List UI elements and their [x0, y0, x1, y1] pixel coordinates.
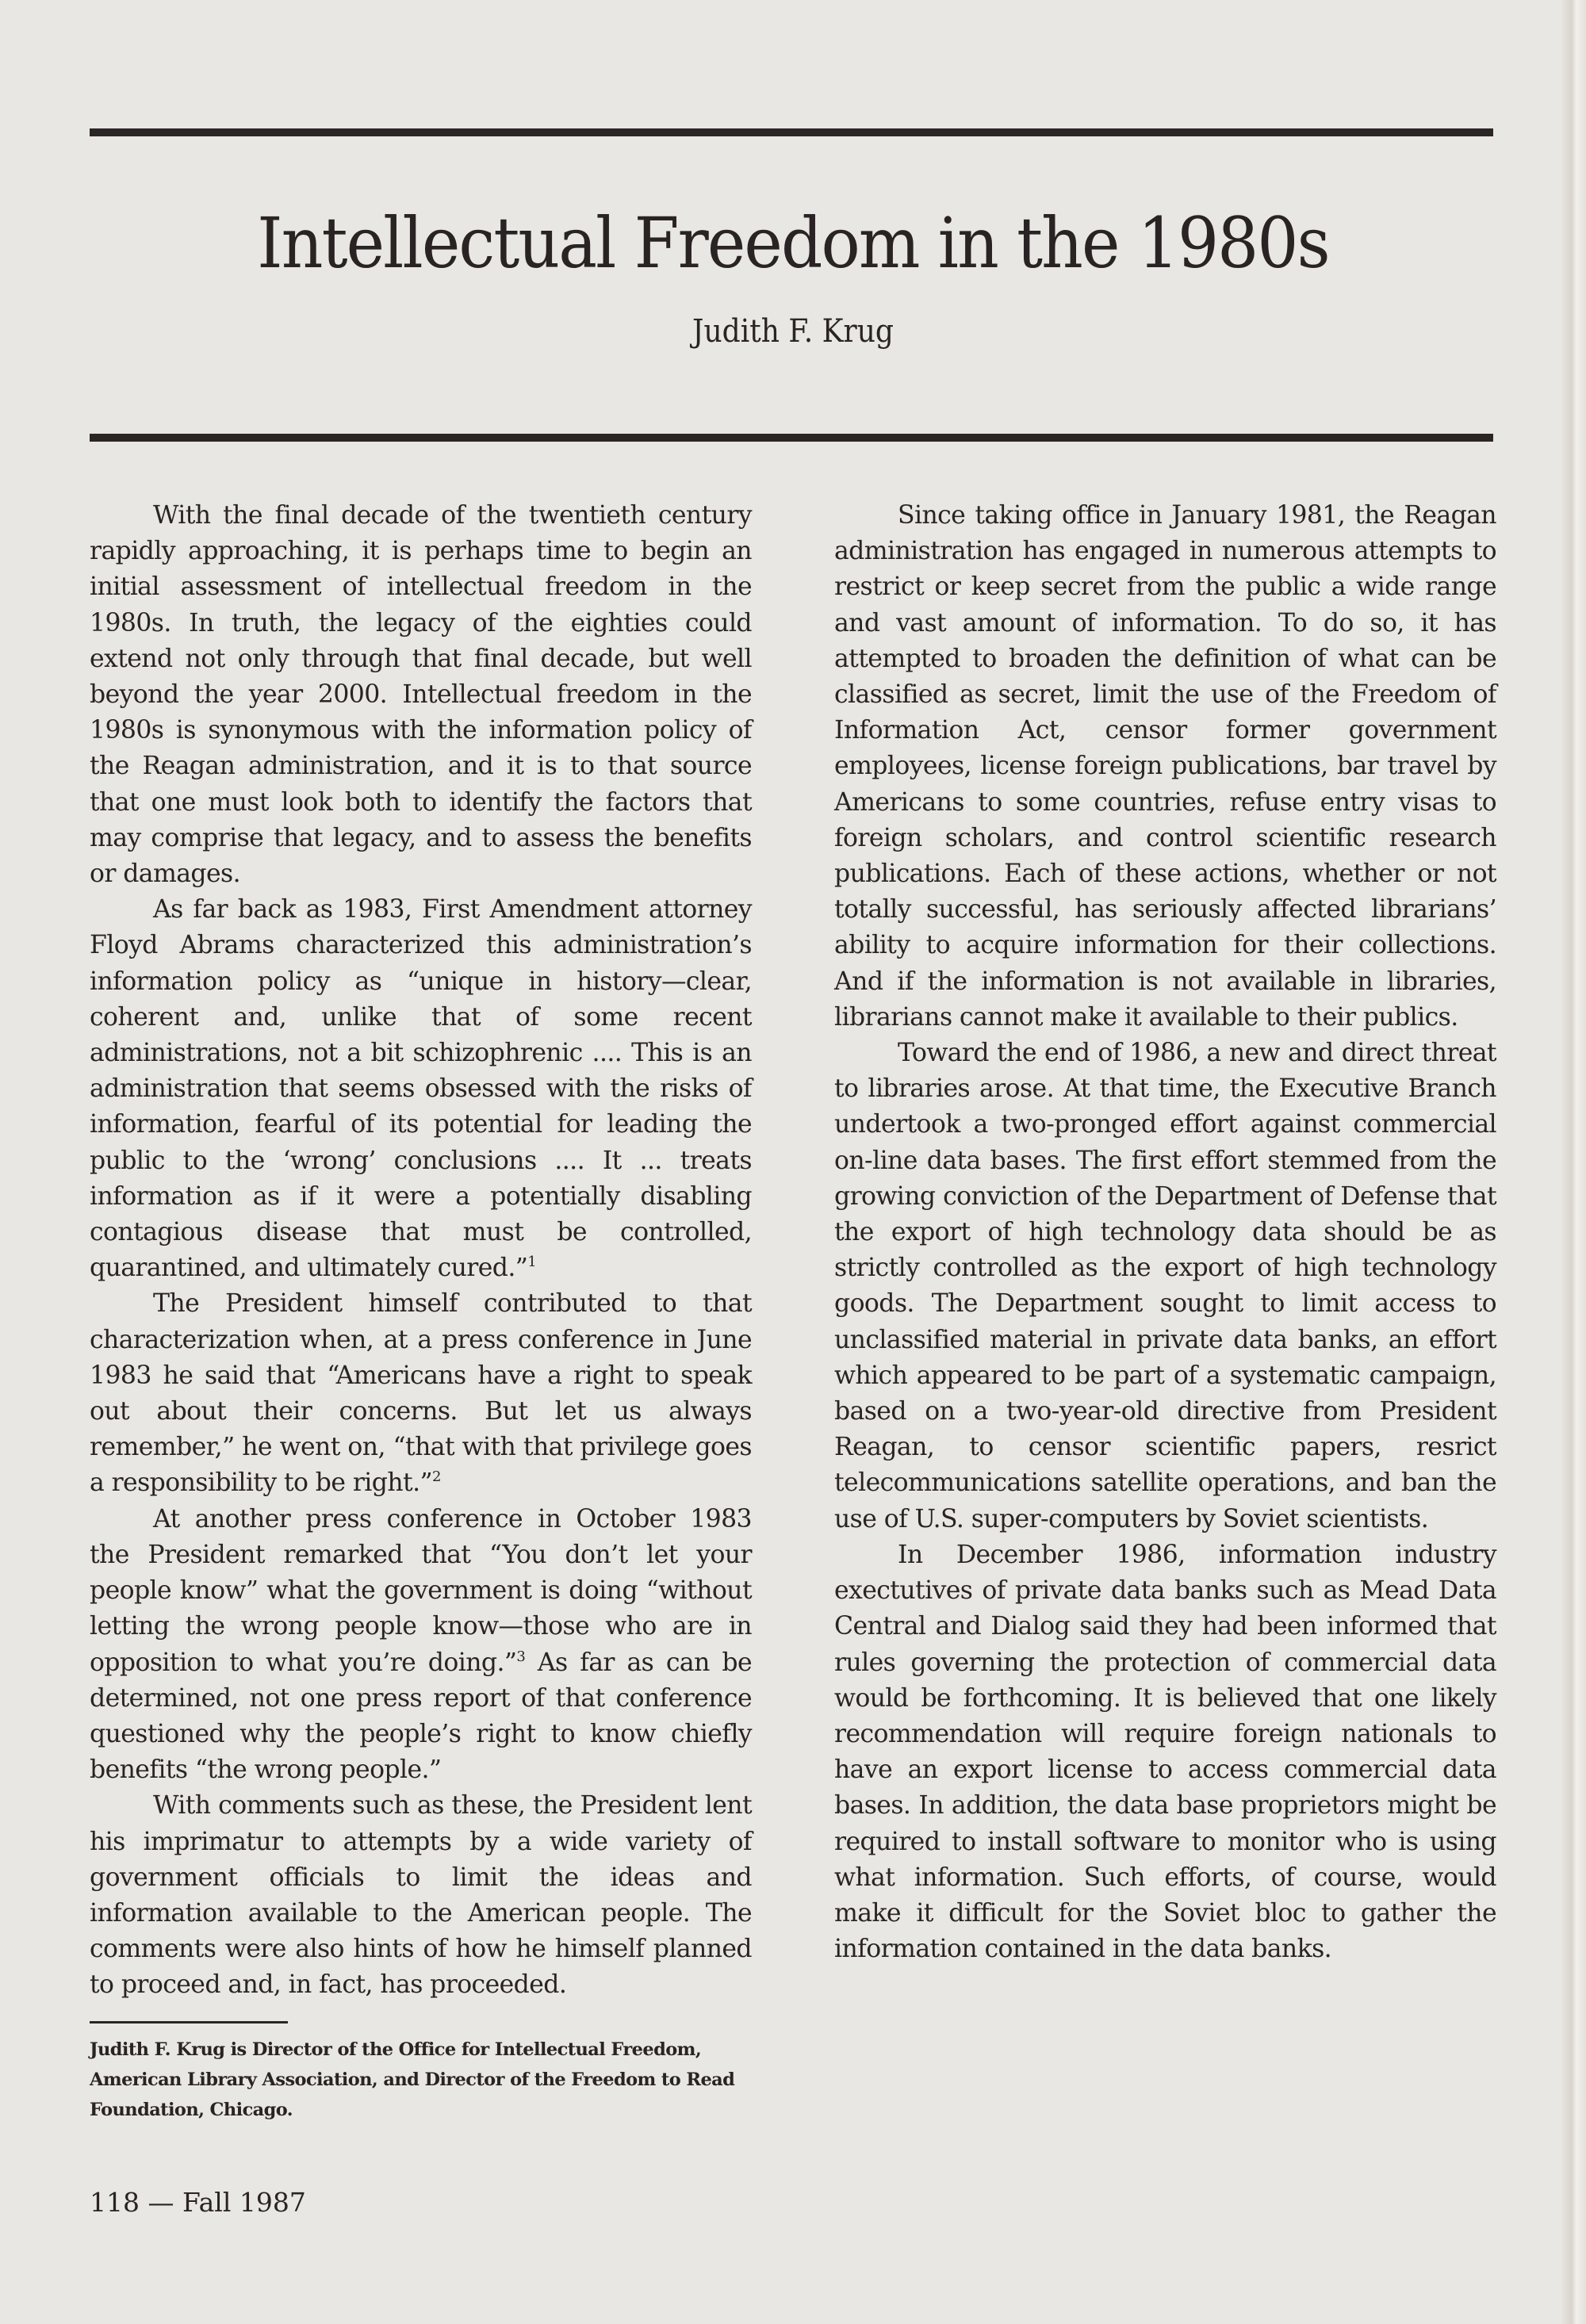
footnote-marker: 2: [431, 1468, 441, 1486]
page-binding-edge: [1562, 0, 1586, 2324]
article-author: Judith F. Krug: [692, 313, 894, 350]
footnote-marker: 1: [527, 1254, 537, 1271]
page-folio: 118 — Fall 1987: [90, 2187, 306, 2218]
right-column: [834, 498, 1496, 1967]
paragraph-text: With the final decade of the twentieth century rapidly approaching, it is perhaps time to begin an initial assessment of intellectual freedom in the 1980s. In truth, the legacy of the eighties could extend not only through that final decade, but well beyond the year 2000. Intellectual freedom in the 1980s is synonymous with the information policy of the Reagan administration, and it is to that source that one must look both to identify the factors that may comprise that legacy, and to assess the benefits or damages.: [90, 501, 752, 889]
footnote-rule-divider: [90, 2021, 288, 2023]
paragraph-text: As far as can be determined, not one press report of that conference questioned why the people’s right to know chiefly benefits “the wrong people.”: [90, 1648, 752, 1785]
paragraph-text: With comments such as these, the President lent his imprimatur to attempts by a wide variety of government officials to limit the ideas and information available to the American people. The comments were also hints of how he himself planned to proceed and, in fact, has proceeded.: [90, 1791, 752, 2000]
left-column: [90, 498, 752, 2125]
author-bio-note: Judith F. Krug is Director of the Office for Intellectual Freedom, American Library Association, and Director of the Freedom to Read Foundation, Chicago.: [90, 2039, 735, 2120]
paragraph-text: As far back as 1983, First Amendment attorney Floyd Abrams characterized this administration’s information policy as “unique in history—clear, coherent and, unlike that of some recent administrations, not a bit schizophrenic .... This is an administration that seems obsessed with the risks of information, fearful of its potential for leading the public to the ‘wrong’ conclusions .... It ... treats information as if it were a potentially disabling contagious disease that must be controlled, quarantined, and ultimately cured.”: [90, 895, 752, 1283]
paragraph-4: [90, 1502, 752, 1789]
paragraph-7: Toward the end of 1986, a new and direct threat to libraries arose. At that time, the Executive Branch undertook a two-pronged effort against commercial on-line data bases. The first effort stemmed from the growing conviction of the Department of Defense that the export of high technology data should be as strictly controlled as the export of high technology goods. The Department sought to limit access to unclassified material in private data banks, an effort which appeared to be part of a systematic campaign, based on a two-year-old directive from President Reagan, to censor scientific papers, resrict telecommunications satellite operations, and ban the use of U.S. super-computers by Soviet scientists.: [834, 1039, 1496, 1533]
header-bottom-rule-divider: [90, 434, 1493, 442]
paragraph-text: At another press conference in October 1983 the President remarked that “You don’t let your people know” what the government is doing “without letting the wrong people know—those who are in opposition to what you’re doing.”: [90, 1504, 752, 1677]
footnote-marker: 3: [516, 1648, 526, 1665]
paragraph-8: In December 1986, information industry exectutives of private data banks such as Mead Data Central and Dialog said they had been informed that rules governing the protection of commercial data would be forthcoming. It is believed that one likely recommendation will require foreign nationals to have an export license to access commercial data bases. In addition, the data base proprietors might be required to install software to monitor who is using what information. Such efforts, of course, would make it difficult for the Soviet bloc to gather the information contained in the data banks.: [834, 1540, 1496, 1964]
paragraph-5: [90, 1788, 752, 2003]
paragraph-6: Since taking office in January 1981, the Reagan administration has engaged in numerous attempts to restrict or keep secret from the public a wide range and vast amount of information. To do so, it has attempted to broaden the definition of what can be classified as secret, limit the use of the Freedom of Information Act, censor former government employees, license foreign publications, bar travel by Americans to some countries, refuse entry visas to foreign scholars, and control scientific research publications. Each of these actions, whether or not totally successful, has seriously affected librarians’ ability to acquire information for their collections. And if the information is not available in libraries, librarians cannot make it available to their publics.: [834, 501, 1496, 1032]
article-title: Intellectual Freedom in the 1980s: [257, 202, 1329, 284]
paragraph-1: [90, 498, 752, 892]
paragraph-2: [90, 892, 752, 1286]
top-rule-divider: [90, 128, 1493, 136]
paragraph-3: [90, 1286, 752, 1501]
paragraph-text: The President himself contributed to that characterization when, at a press conference in June 1983 he said that “Americans have a right to speak out about their concerns. But let us always remember,” he went on, “that with that privilege goes a responsibility to be right.”: [90, 1289, 752, 1498]
